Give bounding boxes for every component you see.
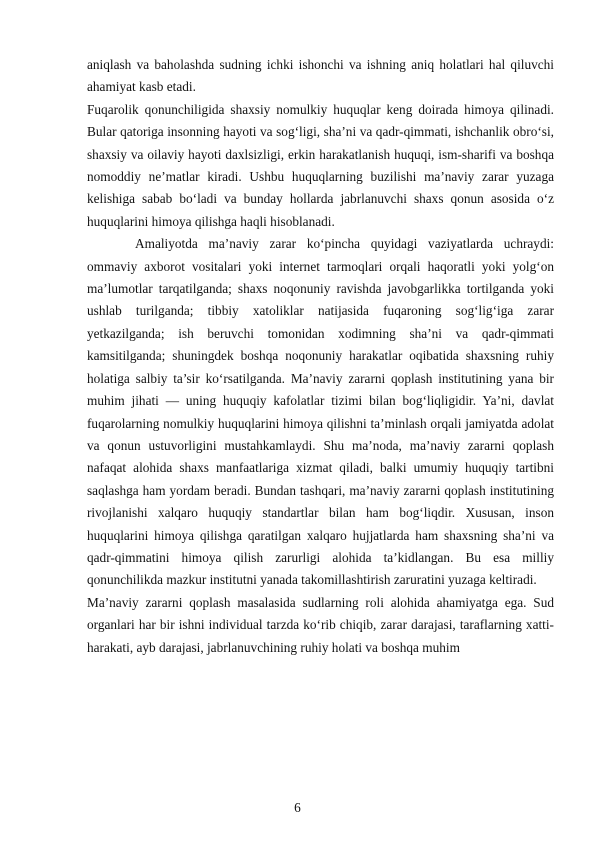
paragraph-3: Amaliyotda ma’naviy zarar ko‘pincha quyidagi vaziyatlarda uchraydi: ommaviy axborot vositalari yoki internet tarmoqlari orqali haqoratli yoki yolg‘on ma’lumotlar tarqatilganda; shaxs noqonuniy ravishda javobgarlikka tortilganda yoki ushlab turilganda; tibbiy xatoliklar natijasida fuqaroning sog‘lig‘iga zarar yetkazilganda; ish beruvchi tomonidan xodimning sha’ni va qadr-qimmati kamsitilganda; shuningdek boshqa noqonuniy harakatlar oqibatida shaxsning ruhiy holatiga salbiy ta’sir ko‘rsatilganda. Ma’naviy zararni qoplash institutining yana bir muhim jihati — uning huquqiy kafolatlar tizimi bilan bog‘liqligidir. Ya’ni, davlat fuqarolarning nomulkiy huquqlarini himoya qilishni ta’minlash orqali jamiyatda adolat va qonun ustuvorligini mustahkamlaydi. Shu ma’noda, ma’naviy zararni qoplash nafaqat alohida shaxs manfaatlariga xizmat qiladi, balki umumiy huquqiy tartibni saqlashga ham yordam beradi. Bundan tashqari, ma’naviy zararni qoplash institutining rivojlanishi xalqaro huquqiy standartlar bilan ham bog‘liqdir. Xususan, inson huquqlarini himoya qilishga qaratilgan xalqaro hujjatlarda ham shaxsning sha’ni va qadr-qimmatini himoya qilish zarurligi alohida ta’kidlangan. Bu esa milliy qonunchilikda mazkur institutni yanada takomillashtirish zaruratini yuzaga keltiradi. bbox=[87, 236, 554, 588]
page-number: 6 bbox=[294, 800, 301, 815]
paragraph-2: Fuqarolik qonunchiligida shaxsiy nomulkiy huquqlar keng doirada himoya qilinadi. Bular qatoriga insonning hayoti va sog‘ligi, sha’ni va qadr-qimmati, ishchanlik obro‘si, shaxsiy va oilaviy hayoti daxlsizligi, erkin harakatlanish huquqi, ism-sharifi va boshqa nomoddiy ne’matlar kiradi. Ushbu huquqlarning buzilishi ma’naviy zarar yuzaga kelishiga sabab bo‘ladi va bunday hollarda jabrlanuvchi shaxs qonun asosida o‘z huquqlarini himoya qilishga haqli hisoblanadi. bbox=[87, 101, 554, 229]
paragraph-1: aniqlash va baholashda sudning ichki ishonchi va ishning aniq holatlari hal qiluvchi ahamiyat kasb etadi. bbox=[87, 57, 554, 95]
paragraph-4: Ma’naviy zararni qoplash masalasida sudlarning roli alohida ahamiyatga ega. Sud organlari har bir ishni individual tarzda ko‘rib chiqib, zarar darajasi, taraflarning xatti-harakati, ayb darajasi, jabrlanuvchining ruhiy holati va boshqa muhim bbox=[87, 594, 554, 655]
body-text bbox=[87, 54, 554, 659]
